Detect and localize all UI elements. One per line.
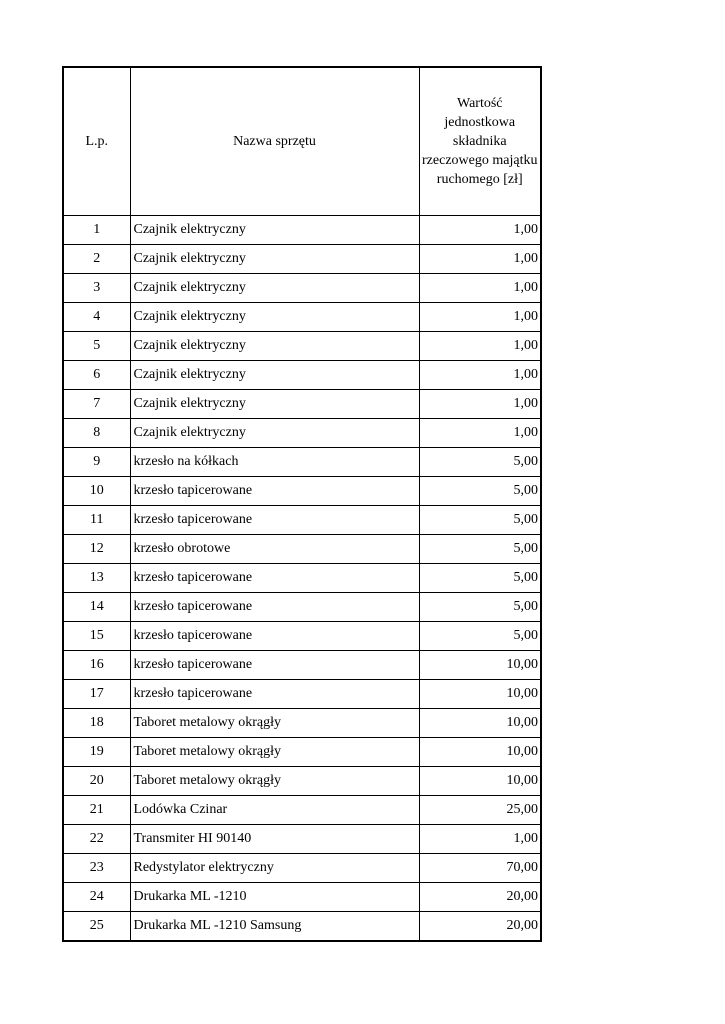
table-row [63, 593, 541, 622]
row-value: 5,00 [419, 477, 541, 506]
table-row [63, 303, 541, 332]
row-value: 5,00 [419, 506, 541, 535]
row-value: 5,00 [419, 535, 541, 564]
table-row [63, 332, 541, 361]
row-lp: 22 [63, 825, 130, 854]
row-name: Drukarka ML -1210 [130, 883, 419, 912]
row-name: krzesło obrotowe [130, 535, 419, 564]
row-value: 20,00 [419, 912, 541, 942]
row-lp: 6 [63, 361, 130, 390]
row-name: Czajnik elektryczny [130, 361, 419, 390]
row-value: 1,00 [419, 332, 541, 361]
row-value: 1,00 [419, 245, 541, 274]
row-name: Redystylator elektryczny [130, 854, 419, 883]
row-name: Taboret metalowy okrągły [130, 738, 419, 767]
row-lp: 11 [63, 506, 130, 535]
row-lp: 18 [63, 709, 130, 738]
row-lp: 20 [63, 767, 130, 796]
table-row [63, 361, 541, 390]
table-row [63, 651, 541, 680]
table-row [63, 477, 541, 506]
row-lp: 1 [63, 216, 130, 245]
row-name: Czajnik elektryczny [130, 303, 419, 332]
table-row [63, 564, 541, 593]
row-name: krzesło tapicerowane [130, 506, 419, 535]
row-lp: 25 [63, 912, 130, 942]
row-value: 1,00 [419, 216, 541, 245]
row-name: Czajnik elektryczny [130, 390, 419, 419]
row-value: 1,00 [419, 825, 541, 854]
row-lp: 21 [63, 796, 130, 825]
row-value: 20,00 [419, 883, 541, 912]
row-value: 5,00 [419, 564, 541, 593]
table-row [63, 912, 541, 942]
row-value: 1,00 [419, 274, 541, 303]
table-row [63, 767, 541, 796]
row-value: 10,00 [419, 767, 541, 796]
row-lp: 23 [63, 854, 130, 883]
row-value: 5,00 [419, 622, 541, 651]
table-header [63, 67, 541, 216]
row-value: 5,00 [419, 593, 541, 622]
row-value: 10,00 [419, 680, 541, 709]
row-value: 1,00 [419, 303, 541, 332]
table-row [63, 390, 541, 419]
row-lp: 17 [63, 680, 130, 709]
row-value: 1,00 [419, 390, 541, 419]
row-name: krzesło na kółkach [130, 448, 419, 477]
header-value: Wartość jednostkowa składnika rzeczowego majątku ruchomego [zł] [419, 67, 541, 216]
table-row [63, 448, 541, 477]
row-lp: 7 [63, 390, 130, 419]
row-lp: 19 [63, 738, 130, 767]
row-name: krzesło tapicerowane [130, 651, 419, 680]
row-name: Drukarka ML -1210 Samsung [130, 912, 419, 942]
row-name: Transmiter HI 90140 [130, 825, 419, 854]
header-lp: L.p. [63, 67, 130, 216]
row-value: 25,00 [419, 796, 541, 825]
table-row [63, 883, 541, 912]
table-row [63, 680, 541, 709]
row-name: Czajnik elektryczny [130, 332, 419, 361]
row-name: krzesło tapicerowane [130, 564, 419, 593]
row-name: krzesło tapicerowane [130, 680, 419, 709]
row-lp: 4 [63, 303, 130, 332]
row-lp: 5 [63, 332, 130, 361]
table-row [63, 419, 541, 448]
row-lp: 9 [63, 448, 130, 477]
row-name: Taboret metalowy okrągły [130, 767, 419, 796]
row-value: 5,00 [419, 448, 541, 477]
row-name: Czajnik elektryczny [130, 419, 419, 448]
table-body [63, 216, 541, 942]
table-row [63, 535, 541, 564]
row-lp: 2 [63, 245, 130, 274]
table-row [63, 796, 541, 825]
table-row [63, 216, 541, 245]
row-lp: 13 [63, 564, 130, 593]
row-lp: 15 [63, 622, 130, 651]
table-row [63, 825, 541, 854]
row-lp: 24 [63, 883, 130, 912]
table-row [63, 506, 541, 535]
row-lp: 14 [63, 593, 130, 622]
row-name: krzesło tapicerowane [130, 477, 419, 506]
row-value: 1,00 [419, 419, 541, 448]
table-row [63, 622, 541, 651]
table-row [63, 854, 541, 883]
row-name: Czajnik elektryczny [130, 274, 419, 303]
row-value: 10,00 [419, 709, 541, 738]
header-name: Nazwa sprzętu [130, 67, 419, 216]
row-value: 70,00 [419, 854, 541, 883]
row-lp: 8 [63, 419, 130, 448]
row-name: Taboret metalowy okrągły [130, 709, 419, 738]
row-lp: 10 [63, 477, 130, 506]
row-value: 10,00 [419, 738, 541, 767]
row-name: krzesło tapicerowane [130, 593, 419, 622]
row-lp: 12 [63, 535, 130, 564]
table-row [63, 274, 541, 303]
row-value: 1,00 [419, 361, 541, 390]
inventory-table [62, 66, 542, 942]
row-name: krzesło tapicerowane [130, 622, 419, 651]
table-row [63, 738, 541, 767]
table-row [63, 245, 541, 274]
row-value: 10,00 [419, 651, 541, 680]
row-name: Lodówka Czinar [130, 796, 419, 825]
row-lp: 16 [63, 651, 130, 680]
row-name: Czajnik elektryczny [130, 245, 419, 274]
table-row [63, 709, 541, 738]
row-lp: 3 [63, 274, 130, 303]
row-name: Czajnik elektryczny [130, 216, 419, 245]
header-row [63, 67, 541, 216]
